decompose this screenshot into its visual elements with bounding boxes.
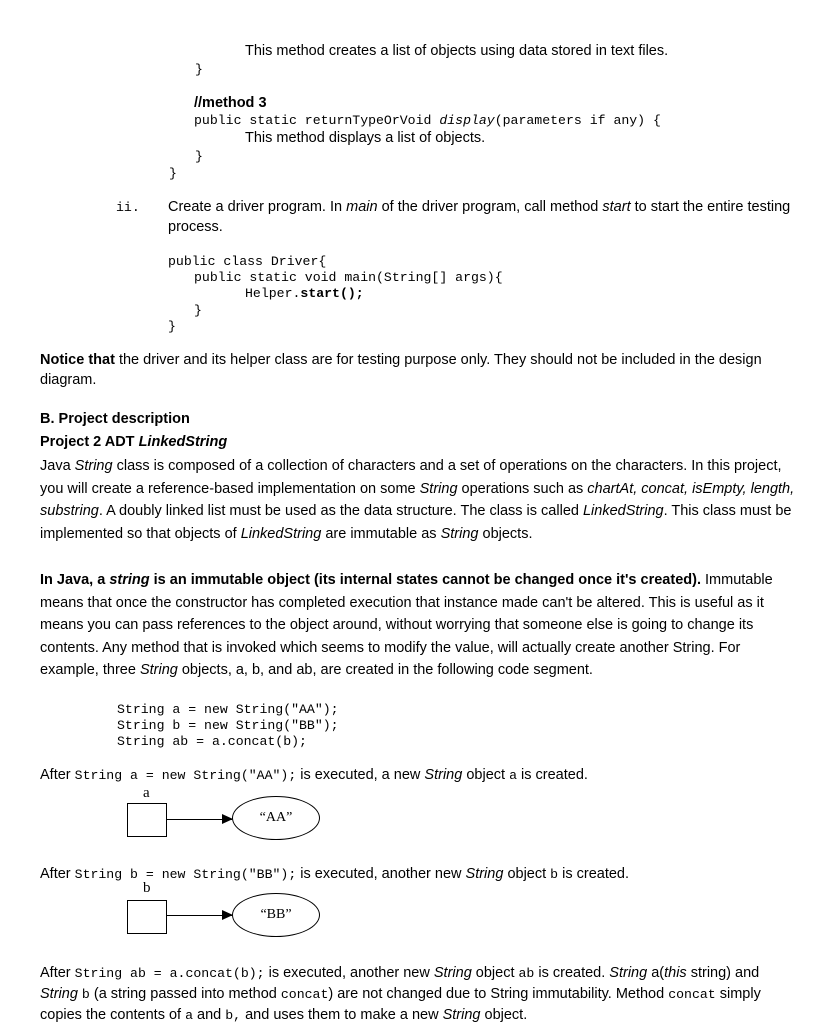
reference-label-a: a [143, 785, 150, 801]
closing-brace: } [169, 166, 177, 181]
item-ii-text-cont: process. [168, 219, 223, 235]
immutability-paragraph: In Java, a string is an immutable object (its internal states cannot be changed once it's created). Immutable means that once the constructor has completed execution that instance made can't be altered. This is useful as it means you can pass references to the object around, without worrying that someone else is going to change its contents. Any method that is invoked which seems to modify the value, will actually create another String. For example, three String objects, a, b, and ab, are created in the following code segment. [40, 572, 773, 679]
driver-code-line: public static void main(String[] args){ [194, 270, 503, 285]
code-line: String a = new String("AA"); [117, 702, 339, 717]
closing-brace: } [194, 303, 202, 318]
reference-box-a [127, 803, 167, 837]
after-ab-paragraph: After String ab = a.concat(b); is executed, another new String object ab is created. String a(this string) and String b (a string passed into method concat) are not changed due to String immutability. Method concat simply copies the contents of a and b, and uses them to make a new String object. [40, 965, 761, 1023]
code-line: String ab = a.concat(b); [117, 734, 307, 749]
string-object-bb: “BB” [232, 893, 320, 937]
method-3-comment: //method 3 [194, 95, 267, 111]
item-ii-text: Create a driver program. In main of the driver program, call method start to start the entire testing [168, 199, 791, 215]
reference-label-b: b [143, 880, 151, 896]
reference-box-b [127, 900, 167, 934]
list-marker-ii: ii. [116, 200, 140, 215]
project-subheading: Project 2 ADT LinkedString [40, 434, 228, 450]
reference-arrow-b [166, 915, 232, 916]
section-heading: B. Project description [40, 411, 190, 427]
closing-brace: } [195, 62, 203, 77]
string-object-aa: “AA” [232, 796, 320, 840]
method-2-description: This method creates a list of objects using data stored in text files. [245, 43, 669, 59]
driver-code-line: public class Driver{ [168, 254, 327, 269]
after-b-sentence: After String b = new String("BB"); is executed, another new String object b is created. [40, 866, 630, 882]
closing-brace: } [195, 149, 203, 164]
reference-arrow-a [166, 819, 232, 820]
after-a-sentence: After String a = new String("AA"); is executed, a new String object a is created. [40, 767, 588, 783]
notice-paragraph: Notice that the driver and its helper class are for testing purpose only. They should not be included in the design diagram. [40, 352, 762, 388]
code-line: String b = new String("BB"); [117, 718, 339, 733]
method-3-signature: public static returnTypeOrVoid display(parameters if any) { [194, 113, 661, 128]
closing-brace: } [168, 319, 176, 334]
method-3-description: This method displays a list of objects. [245, 130, 486, 146]
project-paragraph-1: Java String class is composed of a collection of characters and a set of operations on the characters. In this project, you will create a reference-based implementation on some String operations such as chartAt, concat, isEmpty, length, substring. A doubly linked list must be used as the data structure. The class is called LinkedString. This class must be implemented so that objects of LinkedString are immutable as String objects. [40, 458, 795, 542]
driver-code-line: Helper.start(); [245, 286, 364, 301]
